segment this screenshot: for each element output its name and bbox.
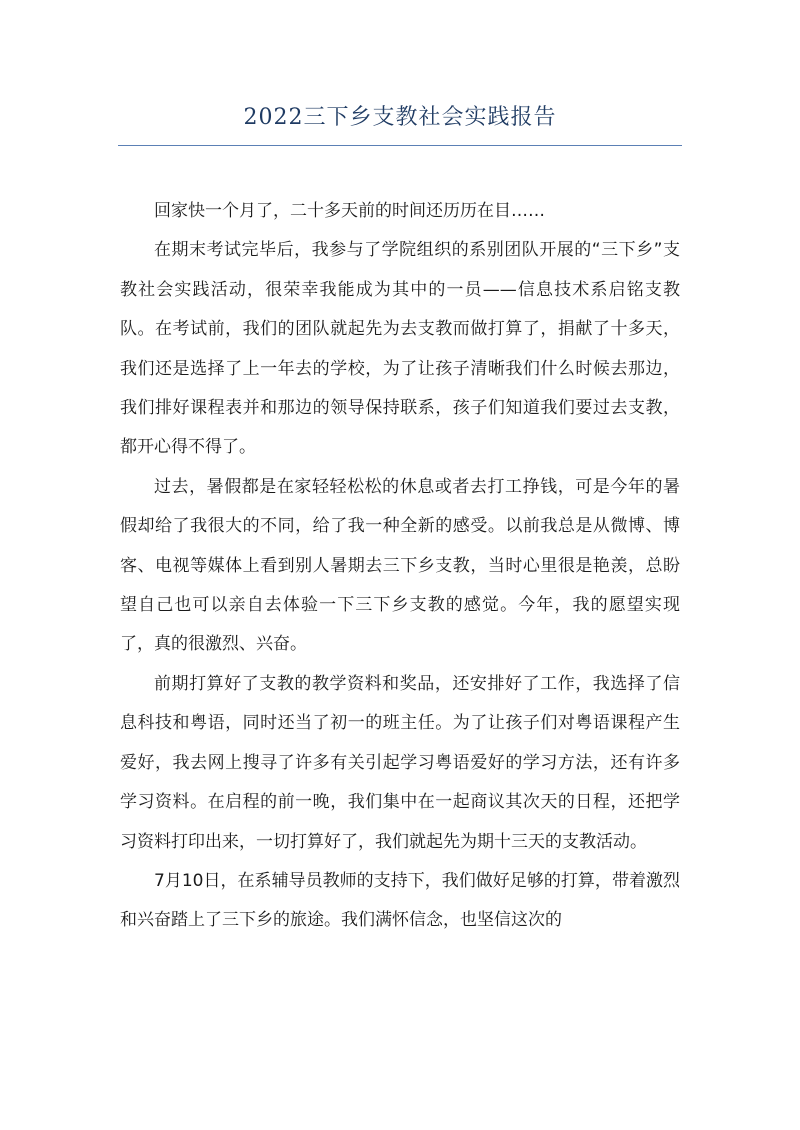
paragraph: 前期打算好了支教的教学资料和奖品，还安排好了工作，我选择了信息科技和粤语，同时还当了初一的班主任。为了让孩子们对粤语课程产生爱好，我去网上搜寻了许多有关引起学习粤语爱好的学习方法，还有许多学习资料。在启程的前一晚，我们集中在一起商议其次天的日程，还把学习资料打印出来，一切打算好了，我们就起先为期十三天的支教活动。 xyxy=(120,673,680,852)
paragraph: 过去，暑假都是在家轻轻松松的休息或者去打工挣钱，可是今年的暑假却给了我很大的不同，给了我一种全新的感受。以前我总是从微博、博客、电视等媒体上看到别人暑期去三下乡支教，当时心里很是艳羡，总盼望自己也可以亲自去体验一下三下乡支教的感觉。今年，我的愿望实现了，真的很激烈、兴奋。 xyxy=(120,476,680,655)
paragraph: 7月10日，在系辅导员教师的支持下，我们做好足够的打算，带着激烈和兴奋踏上了三下乡的旅途。我们满怀信念，也坚信这次的 xyxy=(120,870,680,931)
paragraph: 回家快一个月了，二十多天前的时间还历历在目…… xyxy=(154,201,545,221)
paragraph: 在期末考试完毕后，我参与了学院组织的系别团队开展的“三下乡”支教社会实践活动，很荣幸我能成为其中的一员——信息技术系启铭支教队。在考试前，我们的团队就起先为去支教而做打算了，捐献了十多天，我们还是选择了上一年去的学校，为了让孩子清晰我们什么时候去那边，我们排好课程表并和那边的领导保持联系，孩子们知道我们要过去支教，都开心得不得了。 xyxy=(120,240,680,458)
document-body xyxy=(120,192,680,941)
title-underline xyxy=(118,145,682,146)
document-title: 2022三下乡支教社会实践报告 xyxy=(243,105,557,130)
